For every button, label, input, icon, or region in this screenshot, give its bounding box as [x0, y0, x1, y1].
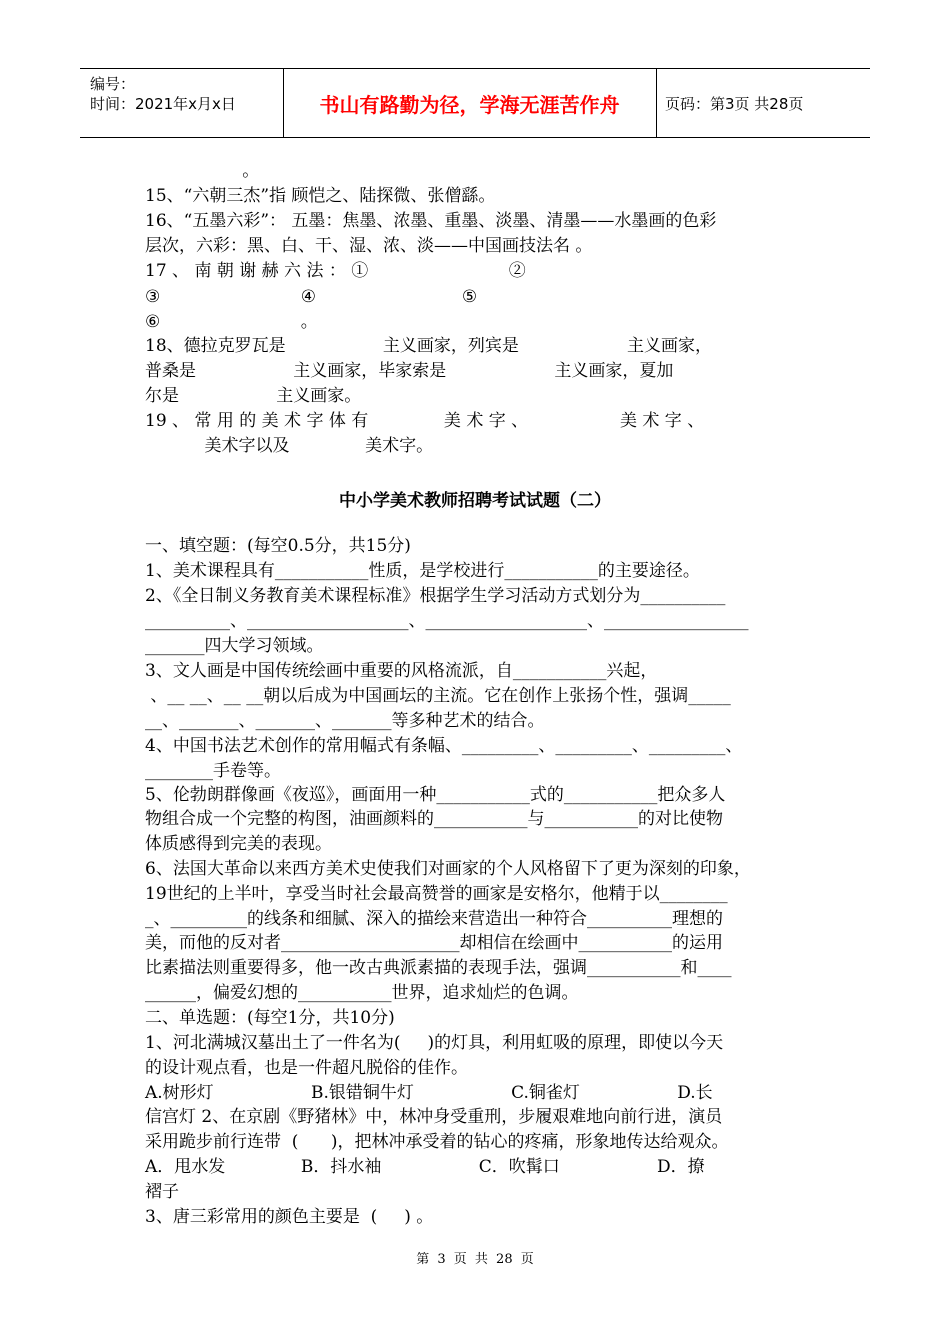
text-line: 。: [145, 161, 260, 181]
text-line: 体质感得到完美的表现。: [145, 834, 332, 854]
text-line: 的设计观点看，也是一件超凡脱俗的佳作。: [145, 1058, 468, 1078]
text-line: 尔是 主义画家。: [145, 386, 362, 406]
text-line: ________手卷等。: [145, 761, 281, 781]
text-line: 层次，六彩：黑、白、干、湿、浓、淡——中国画技法名 。: [145, 236, 593, 256]
text-line: 、__ __、__ __朝以后成为中国画坛的主流。它在创作上张扬个性，强调_____: [145, 686, 731, 706]
text-line: 19世纪的上半叶，享受当时社会最高赞誉的画家是安格尔，他精于以________: [145, 884, 728, 904]
header-motto: 书山有路勤为径，学海无涯苦作舟: [319, 92, 620, 117]
text-line: 4、中国书法艺术创作的常用幅式有条幅、_________、_________、_________、: [145, 736, 743, 756]
text-line: __、_______、_______、_______等多种艺术的结合。: [145, 711, 545, 731]
section-heading: 二、单选题：(每空1分，共10分): [145, 1008, 395, 1028]
text-line: 3、唐三彩常用的颜色主要是 ( ) 。: [145, 1207, 434, 1227]
header-divider: [656, 69, 657, 137]
page-header: [80, 68, 870, 138]
text-line: 1、河北满城汉墓出土了一件名为( )的灯具，利用虹吸的原理，即使以今天: [145, 1033, 724, 1053]
text-line: _、_________的线条和细腻、深入的描绘来营造出一种符合__________理想的: [145, 909, 723, 929]
exam-title: 中小学美术教师招聘考试试题（二）: [339, 491, 611, 511]
document-time-label: 时间：2021年x月x日: [90, 95, 236, 113]
text-line: 褶子: [145, 1182, 179, 1202]
text-line: ⑥ 。: [145, 312, 318, 332]
section-heading: 一、填空题：(每空0.5分，共15分): [145, 536, 411, 556]
text-line: 19 、 常 用 的 美 术 字 体 有 美 术 字 、 美 术 字 、: [145, 411, 705, 431]
option-line: A．甩水发 B．抖水袖 C．吹髯口 D．撩: [145, 1157, 705, 1177]
text-line: ______，偏爱幻想的___________世界，追求灿烂的色调。: [145, 983, 579, 1003]
text-line: 18、德拉克罗瓦是 主义画家，列宾是 主义画家，: [145, 336, 712, 356]
text-line: 比素描法则重要得多，他一改古典派素描的表现手法，强调___________和____: [145, 958, 732, 978]
text-line: 5、伦勃朗群像画《夜巡》，画面用一种___________式的___________把众多人: [145, 785, 726, 805]
text-line: 普桑是 主义画家，毕家索是 主义画家，夏加: [145, 361, 674, 381]
text-line: 6、法国大革命以来西方美术史使我们对画家的个人风格留下了更为深刻的印象，: [145, 859, 751, 879]
option-line: A.树形灯 B.银错铜牛灯 C.铜雀灯 D.长: [145, 1083, 713, 1103]
page-footer: 第 3 页 共 28 页: [416, 1252, 534, 1267]
document-number-label: 编号：: [90, 75, 136, 93]
text-line: ③ ④ ⑤: [145, 287, 478, 307]
text-line: __________、___________________、___________________、_________________: [145, 611, 749, 631]
text-line: 2、《全日制义务教育美术课程标准》根据学生学习活动方式划分为__________: [145, 586, 726, 606]
text-line: _______四大学习领域。: [145, 636, 324, 656]
text-line: 15、“六朝三杰”指 顾恺之、陆探微、张僧繇。: [145, 186, 496, 206]
text-line: 16、“五墨六彩”： 五墨：焦墨、浓墨、重墨、淡墨、清墨——水墨画的色彩: [145, 211, 717, 231]
text-line: 信宫灯 2、在京剧《野猪林》中，林冲身受重刑，步履艰难地向前行进，演员: [145, 1107, 723, 1127]
text-line: 17 、 南 朝 谢 赫 六 法 ： ① ②: [145, 261, 526, 281]
text-line: 采用跪步前行连带 ( )，把林冲承受着的钻心的疼痛，形象地传达给观众。: [145, 1132, 729, 1152]
text-line: 1、美术课程具有___________性质，是学校进行___________的主要途径。: [145, 561, 700, 581]
header-page-info: 页码：第3页 共28页: [665, 94, 804, 113]
text-line: 美，而他的反对者_____________________却相信在绘画中___________的运用: [145, 933, 723, 953]
header-meta-cell: [80, 69, 283, 137]
text-line: 物组合成一个完整的构图，油画颜料的___________与___________的对比使物: [145, 809, 723, 829]
text-line: 美术字以及 美术字。: [145, 436, 434, 456]
text-line: 3、文人画是中国传统绘画中重要的风格流派，自___________兴起，: [145, 661, 658, 681]
